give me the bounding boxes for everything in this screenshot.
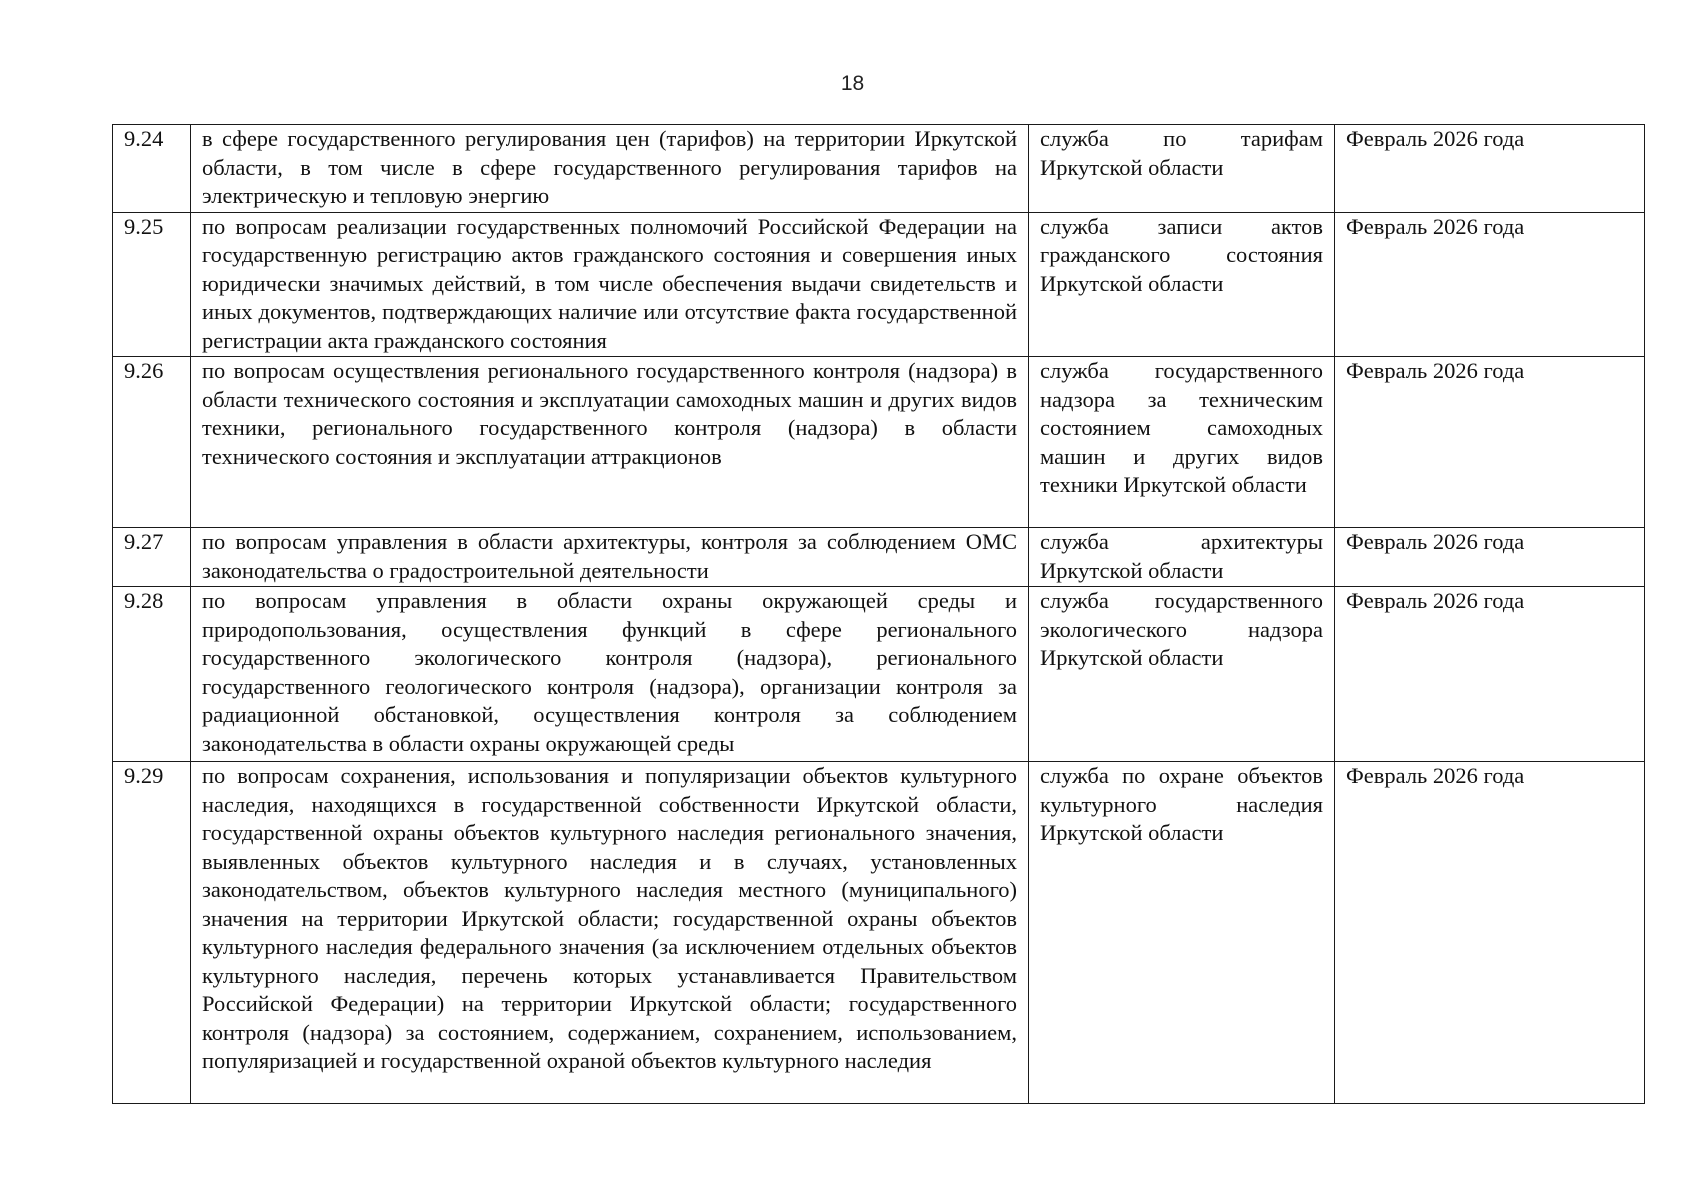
row-number: 9.26 xyxy=(113,357,191,528)
row-deadline: Февраль 2026 года xyxy=(1335,587,1645,762)
table-row xyxy=(113,762,1645,1104)
table-row xyxy=(113,587,1645,762)
row-description: в сфере государственного регулирования цен (тарифов) на территории Иркутской области, в том числе в сфере государственного регулирования тарифов на электрическую и тепловую энергию xyxy=(191,125,1029,213)
table-row xyxy=(113,357,1645,528)
row-number: 9.25 xyxy=(113,212,191,357)
row-description: по вопросам сохранения, использования и популяризации объектов культурного наследия, находящихся в государственной собственности Иркутской области, государственной охраны объектов культурного наследия регионального значения, выявленных объектов культурного наследия и в случаях, установленных законодательством, объектов культурного наследия местного (муниципального) значения на территории Иркутской области; государственной охраны объектов культурного наследия федерального значения (за исключением отдельных объектов культурного наследия, перечень которых устанавливается Правительством Российской Федерации) на территории Иркутской области; государственного контроля (надзора) за состоянием, содержанием, сохранением, использованием, популяризацией и государственной охраной объектов культурного наследия xyxy=(191,762,1029,1104)
table-row xyxy=(113,212,1645,357)
row-deadline: Февраль 2026 года xyxy=(1335,528,1645,587)
row-deadline: Февраль 2026 года xyxy=(1335,357,1645,528)
table-row xyxy=(113,528,1645,587)
row-deadline: Февраль 2026 года xyxy=(1335,125,1645,213)
row-number: 9.28 xyxy=(113,587,191,762)
row-number: 9.24 xyxy=(113,125,191,213)
row-number: 9.27 xyxy=(113,528,191,587)
row-responsible-body: служба архитектуры Иркутской области xyxy=(1029,528,1335,587)
row-description: по вопросам управления в области архитектуры, контроля за соблюдением ОМС законодательства о градостроительной деятельности xyxy=(191,528,1029,587)
page-number: 18 xyxy=(840,72,865,95)
row-responsible-body: служба по тарифам Иркутской области xyxy=(1029,125,1335,213)
table-row xyxy=(113,125,1645,213)
row-responsible-body: служба государственного надзора за техническим состоянием самоходных машин и других видов техники Иркутской области xyxy=(1029,357,1335,528)
row-description: по вопросам управления в области охраны окружающей среды и природопользования, осуществления функций в сфере регионального государственного экологического контроля (надзора), регионального государственного геологического контроля (надзора), организации контроля за радиационной обстановкой, осуществления контроля за соблюдением законодательства в области охраны окружающей среды xyxy=(191,587,1029,762)
row-responsible-body: служба по охране объектов культурного наследия Иркутской области xyxy=(1029,762,1335,1104)
row-deadline: Февраль 2026 года xyxy=(1335,212,1645,357)
row-responsible-body: служба государственного экологического надзора Иркутской области xyxy=(1029,587,1335,762)
row-description: по вопросам реализации государственных полномочий Российской Федерации на государственную регистрацию актов гражданского состояния и совершения иных юридически значимых действий, в том числе обеспечения выдачи свидетельств и иных документов, подтверждающих наличие или отсутствие факта государственной регистрации акта гражданского состояния xyxy=(191,212,1029,357)
row-deadline: Февраль 2026 года xyxy=(1335,762,1645,1104)
row-responsible-body: служба записи актов гражданского состояния Иркутской области xyxy=(1029,212,1335,357)
row-number: 9.29 xyxy=(113,762,191,1104)
schedule-table xyxy=(112,124,1645,1104)
row-description: по вопросам осуществления регионального государственного контроля (надзора) в области технического состояния и эксплуатации самоходных машин и других видов техники, регионального государственного контроля (надзора) в области технического состояния и эксплуатации аттракционов xyxy=(191,357,1029,528)
